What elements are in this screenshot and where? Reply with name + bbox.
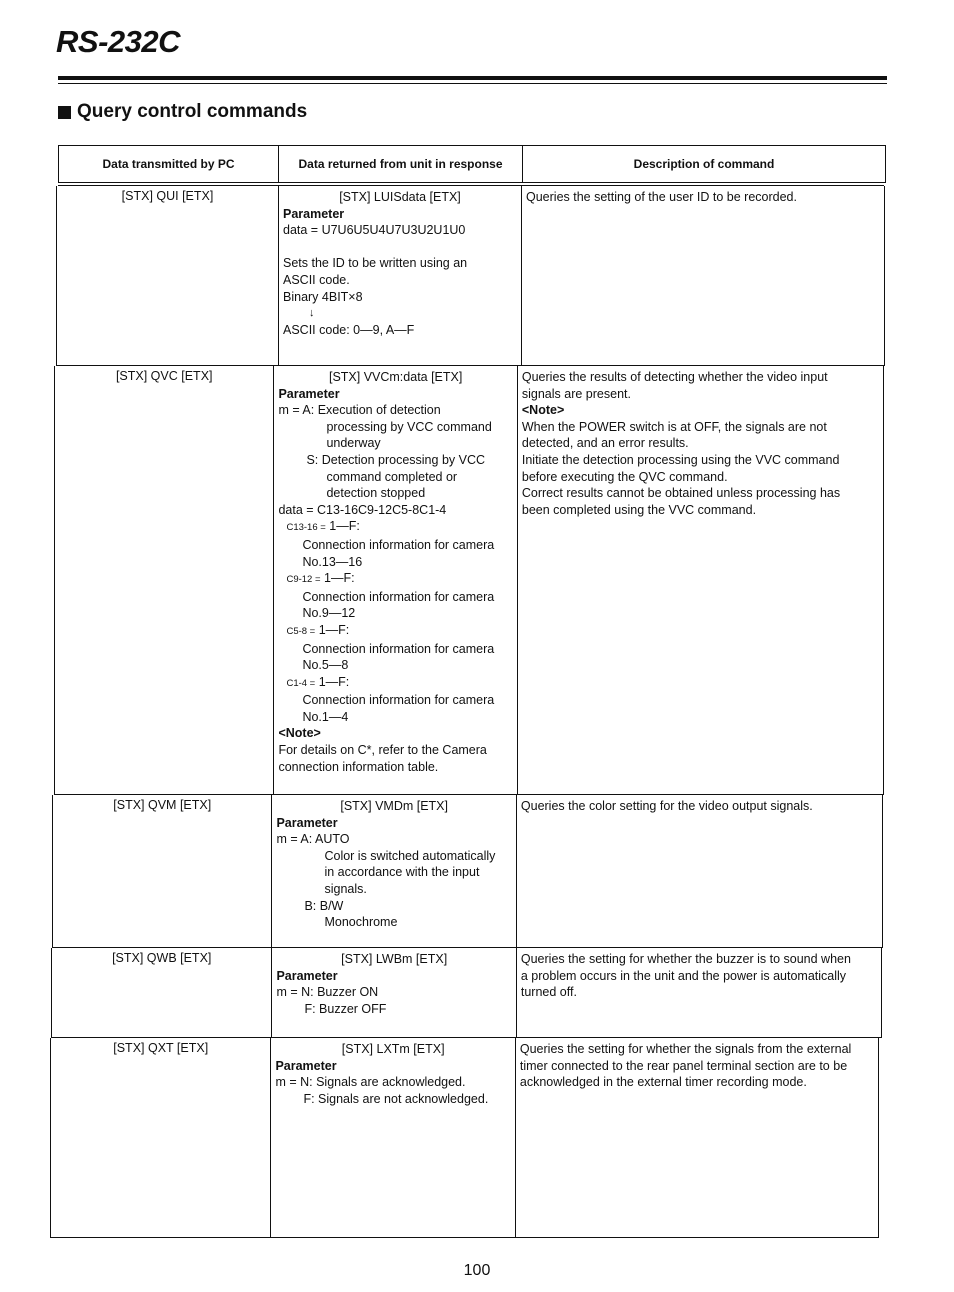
response-title: [STX] LXTm [ETX] (341, 1042, 445, 1056)
c-value: 1—F: (324, 571, 355, 586)
description-line: Queries the setting for whether the signals from the external (519, 1042, 852, 1056)
description-cell (518, 366, 883, 794)
description-note-label: <Note> (521, 403, 565, 418)
down-arrow-icon: ↓ (309, 307, 315, 320)
description-note-line: before executing the QVC command. (521, 469, 728, 484)
c-value: 1—F: (318, 674, 350, 689)
transmitted-cell: [STX] QWB [ETX] (52, 948, 272, 1037)
black-square-icon (58, 106, 71, 119)
description-note-line: detected, and an error results. (521, 436, 689, 451)
header-rule-thick (58, 76, 887, 80)
note-label: <Note> (278, 726, 321, 741)
c-desc: Connection information for camera (302, 693, 495, 708)
data-line: data = C13-16C9-12C5-8C1-4 (278, 502, 447, 517)
description-line: turned off. (520, 985, 577, 1000)
description-line: signals are present. (521, 386, 631, 401)
description-note-line: Correct results cannot be obtained unless processing has (521, 486, 841, 501)
description-note-line: When the POWER switch is at OFF, the signals are not (521, 419, 827, 434)
description-cell (517, 795, 882, 947)
m-line: m = A: Execution of detection (278, 403, 441, 418)
response-line: Binary 4BIT×8 (283, 289, 363, 304)
c-value: 1—F: (329, 519, 360, 534)
c-no: No.5—8 (302, 658, 349, 673)
description-line: a problem occurs in the unit and the power is automatically (520, 968, 847, 983)
response-title: [STX] LWBm [ETX] (341, 952, 448, 966)
transmitted-cell: [STX] QVC [ETX] (55, 366, 274, 794)
c-key: C9-12 = (286, 574, 321, 586)
response-title: [STX] LUISdata [ETX] (339, 190, 461, 204)
c-no: No.13—16 (302, 554, 363, 569)
description-note-line: been completed using the VVC command. (521, 502, 757, 517)
note-line: connection information table. (278, 759, 439, 774)
c-key: C5-8 = (286, 625, 316, 637)
response-line: ASCII code. (283, 272, 350, 287)
m-line: detection stopped (326, 486, 426, 501)
column-header-transmitted: Data transmitted by PC (59, 146, 279, 182)
description-cell (516, 1038, 878, 1237)
section-heading (58, 101, 307, 123)
description-line: acknowledged in the external timer recording mode. (519, 1075, 807, 1090)
parameter-label: Parameter (276, 815, 338, 830)
c-value: 1—F: (318, 622, 350, 637)
c-no: No.9—12 (302, 606, 356, 621)
section-heading-text: Query control commands (77, 101, 308, 122)
description-cell (522, 186, 884, 365)
description-line: Queries the results of detecting whether the video input (521, 370, 828, 384)
table-header (58, 145, 886, 183)
c-key: C1-4 = (286, 677, 316, 689)
parameter-label: Parameter (275, 1058, 337, 1073)
response-line: ASCII code: 0—9, A—F (283, 322, 415, 337)
response-cell (274, 366, 517, 794)
m-line: B: B/W (304, 898, 344, 913)
transmitted-cell: [STX] QVM [ETX] (53, 795, 272, 947)
parameter-label: Parameter (276, 968, 338, 983)
page-title: RS-232C (56, 24, 180, 59)
description-line: Queries the setting for whether the buzzer is to sound when (520, 952, 851, 966)
m-line: underway (326, 436, 381, 451)
description-cell (517, 948, 881, 1037)
response-cell (279, 186, 522, 365)
table-row-qvc (54, 366, 884, 795)
m-line: m = A: AUTO (276, 832, 350, 847)
column-header-response: Data returned from unit in response (279, 146, 523, 182)
response-cell (271, 1038, 515, 1237)
data-line: data = U7U6U5U4U7U3U2U1U0 (283, 223, 466, 238)
note-line: For details on C*, refer to the Camera (278, 743, 487, 758)
response-cell (272, 795, 516, 947)
description-line: Queries the color setting for the video output signals. (520, 799, 813, 813)
c-no: No.1—4 (302, 709, 349, 724)
table-row-qwb (51, 948, 882, 1038)
m-line: m = N: Signals are acknowledged. (275, 1075, 466, 1090)
response-line: Sets the ID to be written using an (283, 256, 468, 271)
description-line: timer connected to the rear panel terminal section are to be (519, 1058, 848, 1073)
transmitted-cell: [STX] QXT [ETX] (51, 1038, 271, 1237)
c-desc: Connection information for camera (302, 537, 495, 552)
header-rule-thin (58, 83, 887, 84)
description-note-line: Initiate the detection processing using the VVC command (521, 452, 840, 467)
response-cell (272, 948, 516, 1037)
query-commands-table (50, 145, 885, 1106)
response-title: [STX] VMDm [ETX] (340, 799, 448, 813)
m-line: processing by VCC command (326, 419, 492, 434)
m-line: signals. (324, 881, 367, 896)
table-row-qxt (50, 1038, 879, 1238)
m-line: in accordance with the input (324, 865, 480, 880)
m-line: F: Buzzer OFF (304, 1001, 387, 1016)
parameter-label: Parameter (278, 386, 340, 401)
transmitted-cell: [STX] QUI [ETX] (57, 186, 279, 365)
c-desc: Connection information for camera (302, 641, 495, 656)
m-line: F: Signals are not acknowledged. (303, 1091, 489, 1106)
m-line: m = N: Buzzer ON (276, 985, 379, 1000)
m-line: command completed or (326, 469, 458, 484)
page-number: 100 (463, 1262, 491, 1279)
table-row-qvm (52, 795, 883, 948)
m-line: Color is switched automatically (324, 848, 496, 863)
m-line: Monochrome (324, 915, 398, 930)
m-line: S: Detection processing by VCC (306, 452, 486, 467)
column-header-description: Description of command (633, 157, 775, 171)
description-line: Queries the setting of the user ID to be recorded. (526, 190, 797, 204)
table-row-qui (56, 186, 885, 366)
response-title: [STX] VVCm:data [ETX] (328, 370, 463, 384)
c-key: C13-16 = (286, 522, 326, 534)
c-desc: Connection information for camera (302, 589, 495, 604)
parameter-label: Parameter (283, 206, 345, 221)
